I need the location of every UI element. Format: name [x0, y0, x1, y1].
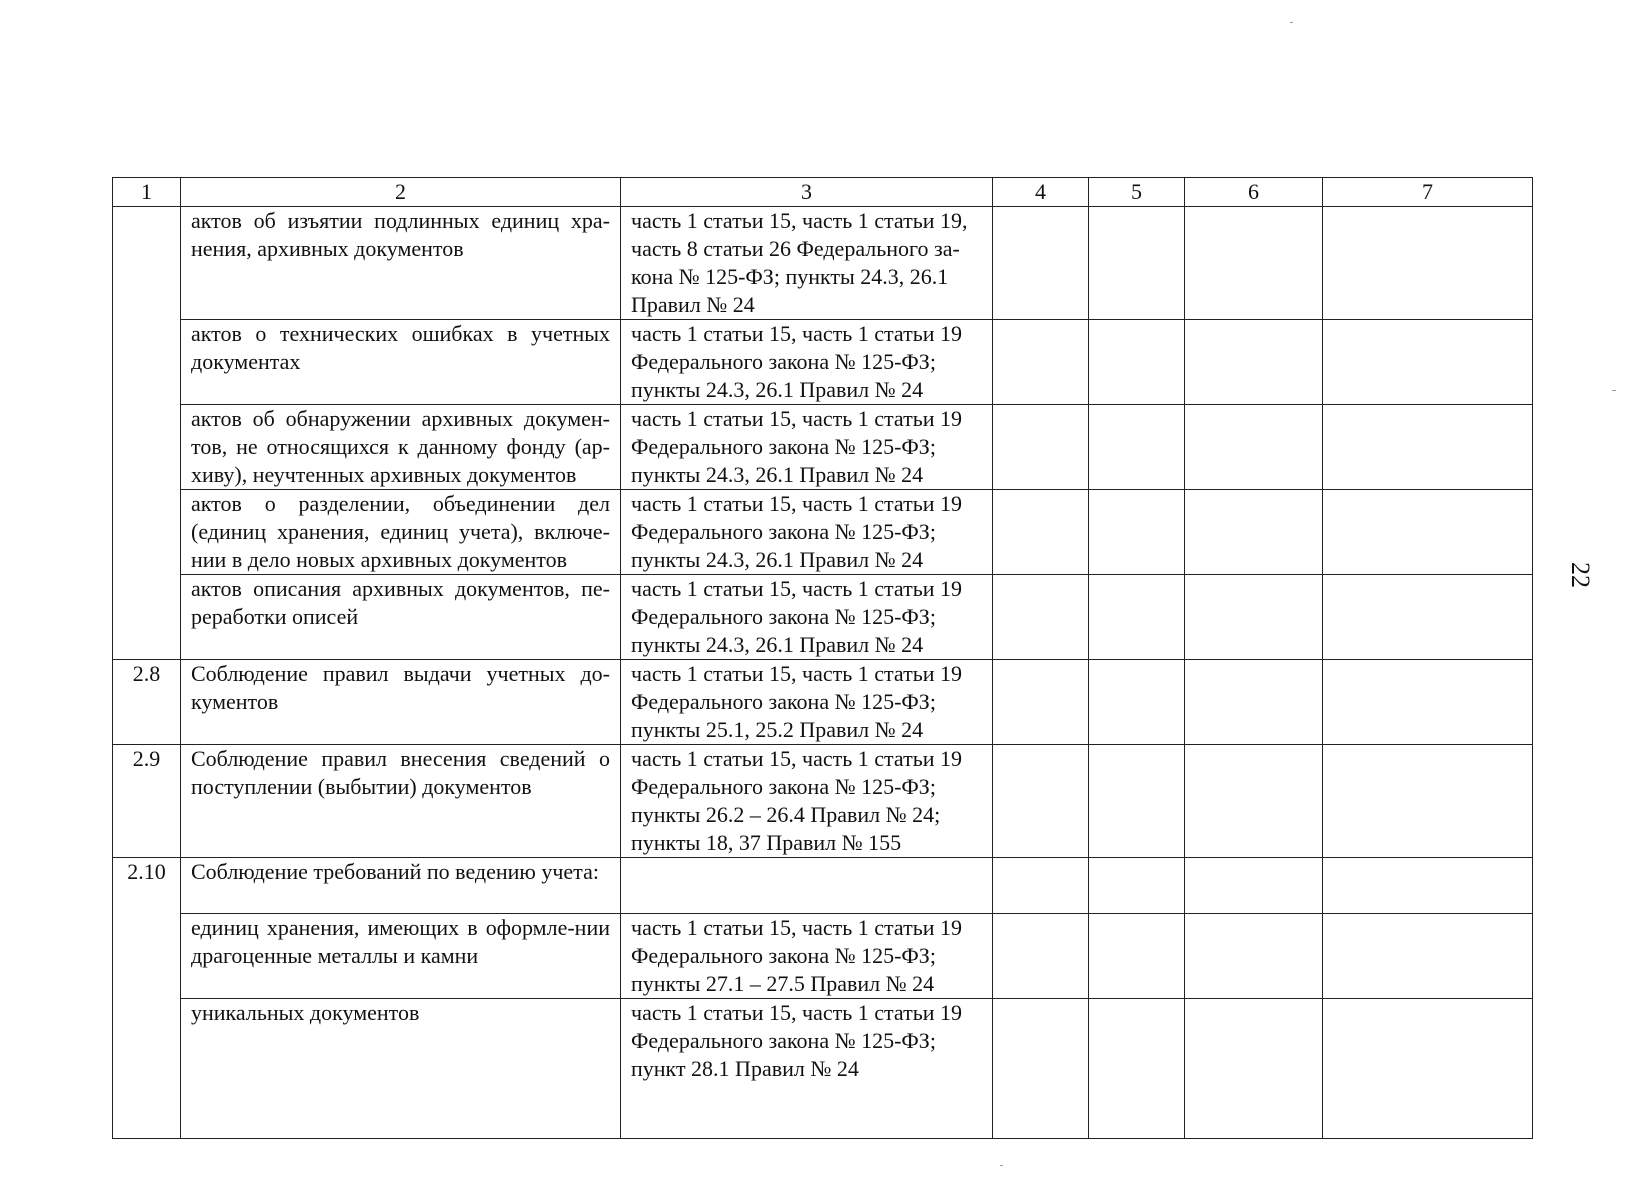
- row-legal-reference: часть 1 статьи 15, часть 1 статьи 19 Федерального закона № 125-ФЗ; пункты 26.2 – 26.4 Правил № 24; пункты 18, 37 Правил № 155: [621, 745, 993, 858]
- empty-cell: [993, 999, 1089, 1139]
- row-description: уникальных документов: [181, 999, 621, 1139]
- table-row: [113, 320, 1533, 405]
- row-description: Соблюдение требований по ведению учета:: [181, 858, 621, 914]
- empty-cell: [1089, 914, 1185, 999]
- empty-cell: [993, 914, 1089, 999]
- header-col-4: 4: [993, 178, 1089, 207]
- page-number: 22: [1566, 562, 1595, 588]
- empty-cell: [1185, 320, 1323, 405]
- empty-cell: [1185, 490, 1323, 575]
- row-description: Соблюдение правил внесения сведений о поступлении (выбытии) документов: [181, 745, 621, 858]
- row-legal-reference: часть 1 статьи 15, часть 1 статьи 19 Федерального закона № 125-ФЗ; пункты 24.3, 26.1 Правил № 24: [621, 575, 993, 660]
- empty-cell: [1323, 745, 1533, 858]
- empty-cell: [993, 575, 1089, 660]
- row-legal-reference: часть 1 статьи 15, часть 1 статьи 19 Федерального закона № 125-ФЗ; пункты 24.3, 26.1 Правил № 24: [621, 405, 993, 490]
- empty-cell: [1185, 858, 1323, 914]
- row-description: актов о технических ошибках в учетных документах: [181, 320, 621, 405]
- empty-cell: [1089, 745, 1185, 858]
- empty-cell: [993, 745, 1089, 858]
- row-number-cell: [113, 207, 181, 660]
- row-description: актов об изъятии подлинных единиц хра-нения, архивных документов: [181, 207, 621, 320]
- table-row: [113, 490, 1533, 575]
- row-number-cell: 2.9: [113, 745, 181, 858]
- scan-speck: [1000, 1165, 1003, 1166]
- inspection-table: [112, 177, 1533, 1139]
- empty-cell: [1089, 660, 1185, 745]
- row-description: актов о разделении, объединении дел (единиц хранения, единиц учета), включе-нии в дело новых архивных документов: [181, 490, 621, 575]
- empty-cell: [1185, 207, 1323, 320]
- table-row: [113, 858, 1533, 914]
- scan-speck: [1612, 390, 1616, 391]
- empty-cell: [1323, 405, 1533, 490]
- header-col-7: 7: [1323, 178, 1533, 207]
- header-col-3: 3: [621, 178, 993, 207]
- empty-cell: [1185, 575, 1323, 660]
- empty-cell: [993, 207, 1089, 320]
- row-legal-reference: часть 1 статьи 15, часть 1 статьи 19 Федерального закона № 125-ФЗ; пункты 27.1 – 27.5 Правил № 24: [621, 914, 993, 999]
- row-legal-reference: часть 1 статьи 15, часть 1 статьи 19 Федерального закона № 125-ФЗ; пункты 25.1, 25.2 Правил № 24: [621, 660, 993, 745]
- table-row: [113, 660, 1533, 745]
- empty-cell: [1323, 914, 1533, 999]
- empty-cell: [1185, 914, 1323, 999]
- empty-cell: [1089, 858, 1185, 914]
- empty-cell: [993, 405, 1089, 490]
- table-row: [113, 745, 1533, 858]
- table-row: [113, 207, 1533, 320]
- header-row: [113, 178, 1533, 207]
- empty-cell: [1323, 207, 1533, 320]
- row-description: актов об обнаружении архивных докумен-тов, не относящихся к данному фонду (ар-хиву), неучтенных архивных документов: [181, 405, 621, 490]
- empty-cell: [1185, 745, 1323, 858]
- empty-cell: [1185, 660, 1323, 745]
- row-description: актов описания архивных документов, пе-реработки описей: [181, 575, 621, 660]
- empty-cell: [1089, 999, 1185, 1139]
- empty-cell: [1089, 490, 1185, 575]
- table-row: [113, 914, 1533, 999]
- row-number-cell: 2.10: [113, 858, 181, 1139]
- row-number-cell: 2.8: [113, 660, 181, 745]
- empty-cell: [993, 660, 1089, 745]
- header-col-5: 5: [1089, 178, 1185, 207]
- empty-cell: [1089, 575, 1185, 660]
- row-legal-reference: часть 1 статьи 15, часть 1 статьи 19 Федерального закона № 125-ФЗ; пункты 24.3, 26.1 Правил № 24: [621, 490, 993, 575]
- row-description: единиц хранения, имеющих в оформле-нии драгоценные металлы и камни: [181, 914, 621, 999]
- table-row: [113, 999, 1533, 1139]
- empty-cell: [1089, 207, 1185, 320]
- header-col-6: 6: [1185, 178, 1323, 207]
- empty-cell: [1323, 490, 1533, 575]
- empty-cell: [1185, 405, 1323, 490]
- row-legal-reference: [621, 858, 993, 914]
- empty-cell: [1323, 858, 1533, 914]
- table-row: [113, 405, 1533, 490]
- empty-cell: [1089, 320, 1185, 405]
- empty-cell: [1089, 405, 1185, 490]
- header-col-2: 2: [181, 178, 621, 207]
- scan-speck: [1290, 22, 1293, 23]
- header-col-1: 1: [113, 178, 181, 207]
- empty-cell: [1323, 320, 1533, 405]
- row-legal-reference: часть 1 статьи 15, часть 1 статьи 19, часть 8 статьи 26 Федерального за-кона № 125-ФЗ; пункты 24.3, 26.1 Правил № 24: [621, 207, 993, 320]
- row-legal-reference: часть 1 статьи 15, часть 1 статьи 19 Федерального закона № 125-ФЗ; пункты 24.3, 26.1 Правил № 24: [621, 320, 993, 405]
- empty-cell: [1185, 999, 1323, 1139]
- row-legal-reference: часть 1 статьи 15, часть 1 статьи 19 Федерального закона № 125-ФЗ; пункт 28.1 Правил № 24: [621, 999, 993, 1139]
- empty-cell: [1323, 999, 1533, 1139]
- empty-cell: [993, 320, 1089, 405]
- empty-cell: [993, 490, 1089, 575]
- empty-cell: [1323, 575, 1533, 660]
- row-description: Соблюдение правил выдачи учетных до-кументов: [181, 660, 621, 745]
- empty-cell: [993, 858, 1089, 914]
- table-row: [113, 575, 1533, 660]
- empty-cell: [1323, 660, 1533, 745]
